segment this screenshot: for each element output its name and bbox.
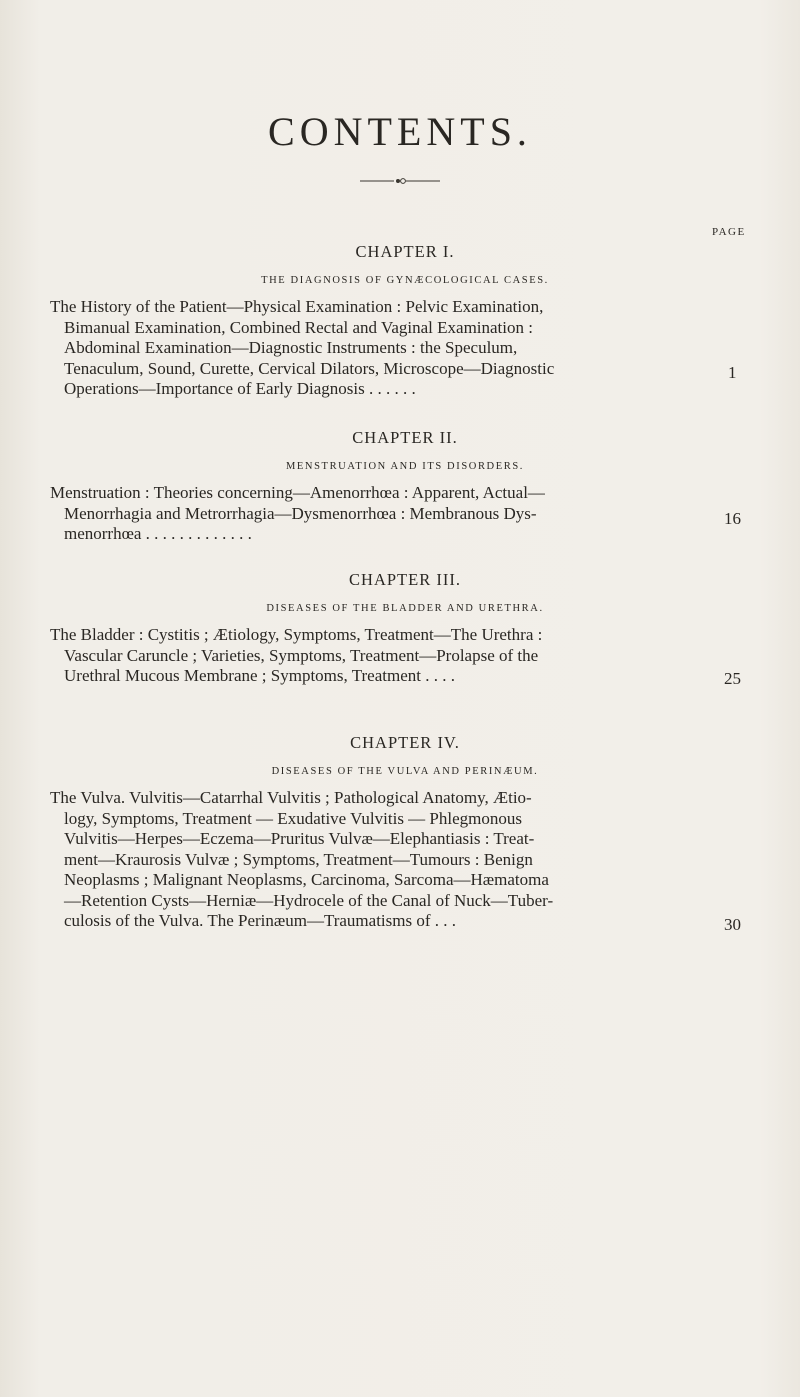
chapter-subtitle: THE DIAGNOSIS OF GYNÆCOLOGICAL CASES. bbox=[261, 275, 549, 286]
chapter-summary bbox=[50, 483, 698, 545]
chapter-1 bbox=[0, 241, 800, 400]
page-number: 30 bbox=[724, 915, 741, 934]
chapter-title: CHAPTER IV. bbox=[350, 733, 460, 752]
summary-line: Tenaculum, Sound, Curette, Cervical Dilators, Microscope—Diagnostic bbox=[64, 358, 555, 378]
page-number: 25 bbox=[724, 669, 741, 688]
summary-line: Urethral Mucous Membrane ; Symptoms, Treatment . . . . bbox=[64, 666, 455, 685]
summary-line: ment—Kraurosis Vulvæ ; Symptoms, Treatment—Tumours : Benign bbox=[64, 849, 533, 869]
page-number: 16 bbox=[724, 509, 741, 528]
summary-line: Vulvitis—Herpes—Eczema—Pruritus Vulvæ—Elephantiasis : Treat- bbox=[64, 829, 535, 848]
chapter-4 bbox=[0, 732, 800, 932]
page-number: 1 bbox=[728, 363, 737, 382]
chapter-title: CHAPTER I. bbox=[355, 242, 455, 261]
summary-line: Menorrhagia and Metrorrhagia—Dysmenorrhœa : Membranous Dys- bbox=[64, 503, 537, 523]
summary-line: menorrhœa . . . . . . . . . . . . . bbox=[64, 524, 252, 543]
summary-line: Operations—Importance of Early Diagnosis . . . . . . bbox=[64, 379, 416, 398]
chapter-summary bbox=[50, 625, 698, 687]
summary-line: The Vulva. Vulvitis—Catarrhal Vulvitis ; Pathological Anatomy, Ætio- bbox=[50, 788, 532, 807]
chapter-summary bbox=[50, 297, 698, 400]
summary-line: culosis of the Vulva. The Perinæum—Traumatisms of . . . bbox=[64, 911, 457, 930]
summary-line: Vascular Caruncle ; Varieties, Symptoms, Treatment—Prolapse of the bbox=[64, 645, 539, 665]
summary-line: logy, Symptoms, Treatment — Exudative Vulvitis — Phlegmonous bbox=[64, 808, 522, 828]
summary-line: Neoplasms ; Malignant Neoplasms, Carcinoma, Sarcoma—Hæmatoma bbox=[64, 870, 549, 889]
page-column-label: PAGE bbox=[712, 226, 746, 238]
contents-heading: CONTENTS. bbox=[268, 109, 532, 154]
summary-line: The History of the Patient—Physical Examination : Pelvic Examination, bbox=[50, 297, 544, 316]
chapter-2 bbox=[0, 427, 800, 545]
chapter-subtitle: MENSTRUATION AND ITS DISORDERS. bbox=[285, 461, 525, 472]
chapter-summary bbox=[50, 788, 698, 932]
chapter-3 bbox=[0, 569, 800, 687]
ornament-divider-icon bbox=[360, 176, 440, 186]
chapter-subtitle: DISEASES OF THE VULVA AND PERINÆUM. bbox=[271, 766, 539, 777]
chapter-title: CHAPTER II. bbox=[352, 428, 458, 447]
chapter-title: CHAPTER III. bbox=[349, 570, 461, 589]
chapter-subtitle: DISEASES OF THE BLADDER AND URETHRA. bbox=[266, 603, 544, 614]
summary-line: Bimanual Examination, Combined Rectal and Vaginal Examination : bbox=[64, 317, 533, 337]
summary-line: Menstruation : Theories concerning—Amenorrhœa : Apparent, Actual— bbox=[50, 483, 545, 502]
summary-line: —Retention Cysts—Herniæ—Hydrocele of the Canal of Nuck—Tuber- bbox=[64, 890, 554, 910]
summary-line: The Bladder : Cystitis ; Ætiology, Symptoms, Treatment—The Urethra : bbox=[50, 625, 543, 644]
summary-line: Abdominal Examination—Diagnostic Instruments : the Speculum, bbox=[64, 338, 518, 357]
